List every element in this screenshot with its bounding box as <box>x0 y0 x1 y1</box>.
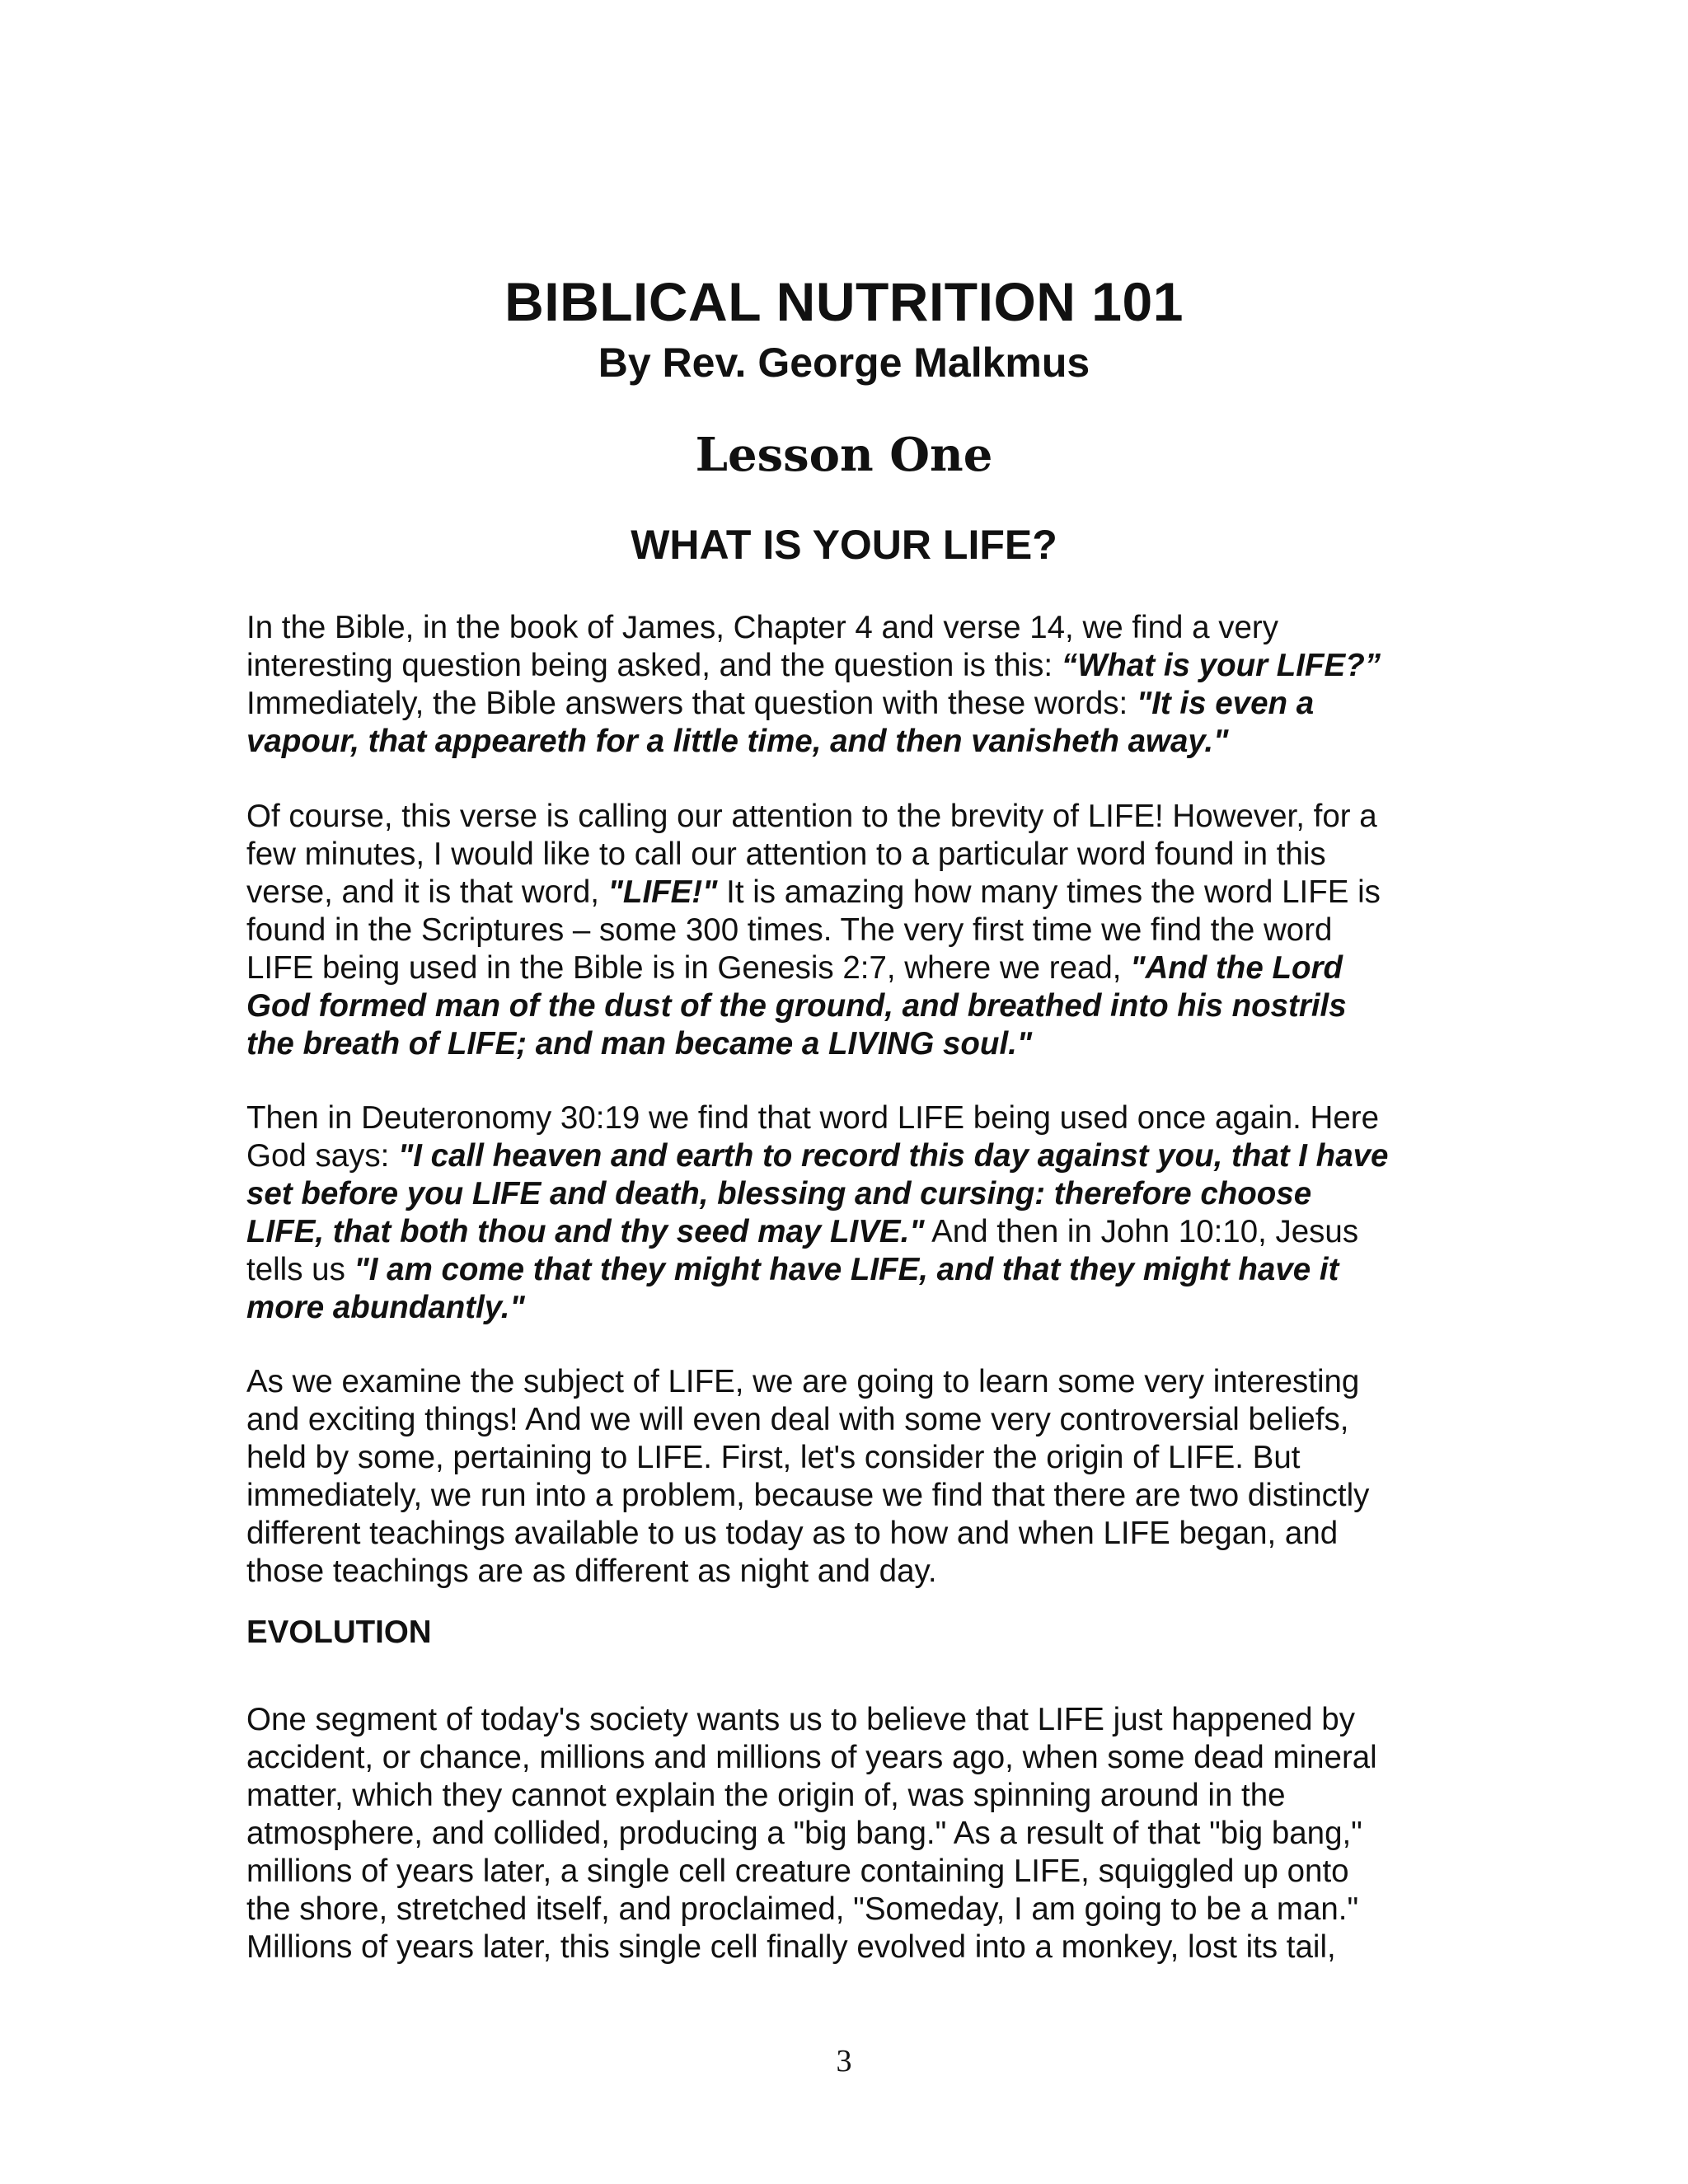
text-run: Then in Deuteronomy 30:19 we find that word LIFE being used once again. Here <box>246 1100 1380 1136</box>
text-run: Millions of years later, this single cell finally evolved into a monkey, lost its tail, <box>246 1929 1336 1965</box>
paragraph-1 <box>246 609 1442 761</box>
paragraph-line <box>246 1439 1442 1477</box>
evolution-heading: EVOLUTION <box>246 1615 432 1650</box>
paragraph-line <box>246 1891 1442 1929</box>
text-run: different teachings available to us today as to how and when LIFE began, and <box>246 1516 1339 1551</box>
paragraph-line <box>246 1739 1442 1777</box>
paragraph-line <box>246 798 1442 836</box>
paragraph-line <box>246 723 1442 761</box>
scripture-quote: the breath of LIFE; and man became a LIVING soul." <box>246 1026 1033 1062</box>
scripture-quote: "It is even a <box>1136 686 1315 721</box>
text-run: and exciting things! And we will even deal with some very controversial beliefs, <box>246 1402 1349 1437</box>
paragraph-line <box>246 1401 1442 1439</box>
paragraph-line <box>246 1363 1442 1401</box>
scripture-quote: "I call heaven and earth to record this day against you, that I have <box>398 1138 1389 1174</box>
paragraph-5 <box>246 1701 1442 1966</box>
text-run: immediately, we run into a problem, because we find that there are two distinctly <box>246 1478 1370 1513</box>
paragraph-line <box>246 874 1442 912</box>
scripture-quote: "And the Lord <box>1130 950 1343 986</box>
paragraph-line <box>246 1213 1442 1251</box>
scripture-quote: set before you LIFE and death, blessing and cursing: therefore choose <box>246 1176 1312 1212</box>
paragraph-line <box>246 1515 1442 1553</box>
paragraph-line <box>246 987 1442 1025</box>
page-number: 3 <box>836 2044 852 2079</box>
text-run: those teachings are as different as night and day. <box>246 1554 937 1589</box>
text-run: matter, which they cannot explain the origin of, was spinning around in the <box>246 1778 1286 1813</box>
paragraph-line <box>246 949 1442 987</box>
text-run: And then in John 10:10, Jesus <box>924 1214 1359 1249</box>
lesson-heading: Lesson One <box>695 428 993 482</box>
text-run: God says: <box>246 1138 399 1174</box>
text-run: few minutes, I would like to call our attention to a particular word found in this <box>246 837 1326 872</box>
paragraph-line <box>246 836 1442 874</box>
text-run: tells us <box>246 1252 354 1287</box>
text-run: interesting question being asked, and the question is this: <box>246 648 1062 683</box>
paragraph-line <box>246 1099 1442 1137</box>
paragraph-line <box>246 1251 1442 1289</box>
text-run: accident, or chance, millions and millions of years ago, when some dead mineral <box>246 1740 1377 1775</box>
text-run: the shore, stretched itself, and proclaimed, "Someday, I am going to be a man." <box>246 1891 1359 1927</box>
scripture-quote: more abundantly." <box>246 1290 525 1325</box>
paragraph-line <box>246 1175 1442 1213</box>
scripture-quote: “What is your LIFE?” <box>1061 648 1381 683</box>
text-run: verse, and it is that word, <box>246 874 608 910</box>
text-run: As we examine the subject of LIFE, we are going to learn some very interesting <box>246 1364 1360 1399</box>
paragraph-line <box>246 609 1442 647</box>
paragraph-line <box>246 685 1442 723</box>
paragraph-line <box>246 1815 1442 1853</box>
paragraph-line <box>246 1289 1442 1327</box>
paragraph-line <box>246 647 1442 685</box>
paragraph-line <box>246 1025 1442 1063</box>
paragraph-line <box>246 1777 1442 1815</box>
paragraph-line <box>246 1853 1442 1891</box>
document-author: By Rev. George Malkmus <box>598 340 1090 386</box>
scripture-quote: "LIFE!" <box>607 874 718 910</box>
scripture-quote: LIFE, that both thou and thy seed may LIVE." <box>246 1214 925 1249</box>
paragraph-line <box>246 1477 1442 1515</box>
scripture-quote: "I am come that they might have LIFE, and that they might have it <box>354 1252 1339 1287</box>
scripture-quote: God formed man of the dust of the ground, and breathed into his nostrils <box>246 988 1347 1024</box>
text-run: In the Bible, in the book of James, Chapter 4 and verse 14, we find a very <box>246 610 1278 645</box>
text-run: Of course, this verse is calling our attention to the brevity of LIFE! However, for a <box>246 799 1377 834</box>
text-run: LIFE being used in the Bible is in Genesis 2:7, where we read, <box>246 950 1131 986</box>
text-run: millions of years later, a single cell creature containing LIFE, squiggled up onto <box>246 1854 1349 1889</box>
paragraph-4 <box>246 1363 1442 1591</box>
section-title: WHAT IS YOUR LIFE? <box>631 522 1057 568</box>
document-title: BIBLICAL NUTRITION 101 <box>504 271 1184 332</box>
paragraph-line <box>246 1553 1442 1591</box>
scripture-quote: vapour, that appeareth for a little time, and then vanisheth away." <box>246 724 1229 759</box>
text-run: held by some, pertaining to LIFE. First, let's consider the origin of LIFE. But <box>246 1440 1301 1475</box>
text-run: One segment of today's society wants us to believe that LIFE just happened by <box>246 1702 1355 1737</box>
text-run: It is amazing how many times the word LIFE is <box>717 874 1381 910</box>
paragraph-3 <box>246 1099 1442 1327</box>
paragraph-line <box>246 1929 1442 1966</box>
paragraph-line <box>246 912 1442 949</box>
paragraph-2 <box>246 798 1442 1063</box>
paragraph-line <box>246 1137 1442 1175</box>
paragraph-line <box>246 1701 1442 1739</box>
text-run: atmosphere, and collided, producing a "big bang." As a result of that "big bang," <box>246 1816 1362 1851</box>
text-run: found in the Scriptures – some 300 times. The very first time we find the word <box>246 912 1333 948</box>
text-run: Immediately, the Bible answers that question with these words: <box>246 686 1137 721</box>
